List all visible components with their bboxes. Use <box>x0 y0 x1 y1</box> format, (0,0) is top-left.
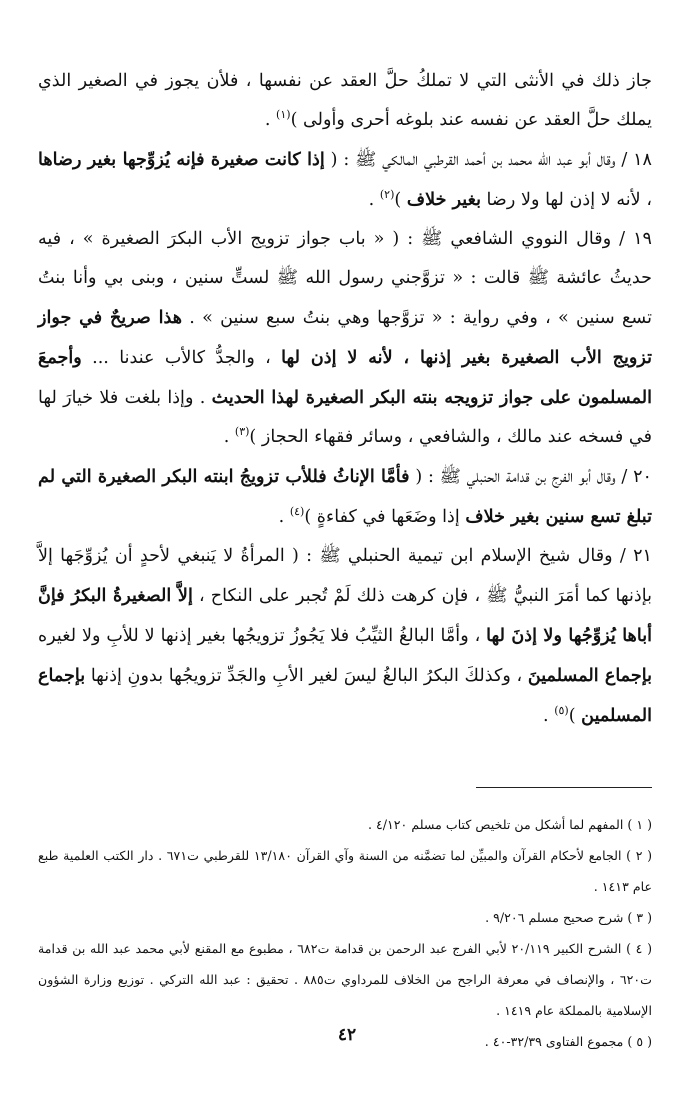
text-segment: ، وأمَّا البالغُ الثيِّبُ فلا يَجُوزُ تزويجُها بغير إذنها لا للأبِ ولا لغيره <box>38 626 487 646</box>
footnotes <box>38 809 652 1057</box>
text-segment: ٢١ / وقال شيخ الإسلام ابن تيمية الحنبلي ﷺ : ( المرأةُ لا يَنبغي لأحدٍ أن يُزوِّجَها إلاَّ بإذنها كما أمَرَ النبيُّ ﷺ ، فإن كرهت ذلك لَمْ تُجبر على النكاح ، <box>38 546 652 606</box>
bold-text: بإجماع المسلمين <box>38 665 652 726</box>
bold-text: إذا كانت صغيرة فإنه يُزوِّجها بغير رضاها <box>38 149 325 170</box>
bold-text: هذا صريحٌ في جواز تزويج الأب الصغيرة بغير إذنها ، لأنه لا إذن لها <box>38 307 652 368</box>
text-segment: ٢٠ / وقال أبو الفرج بن قدامة الحنبلي ﷺ : ( <box>409 467 652 487</box>
text-segment: . <box>223 427 235 447</box>
bold-text: بإجماع المسلمينَ <box>527 665 652 686</box>
paragraph <box>38 457 652 537</box>
text-segment: ) <box>394 190 407 210</box>
bold-text: بغير خلاف <box>406 189 481 210</box>
text-segment: ، وكذلكَ البكرُ البالغُ ليسَ لغير الأبِ والجَدِّ تزويجُها بدونِ إذنها <box>85 666 528 686</box>
footnote-marker: (٥) <box>554 704 569 718</box>
page-number: ٤٢ <box>337 1025 357 1045</box>
footnote: ( ٤ ) الشرح الكبير ٢٠/١١٩ لأبي الفرج عبد الرحمن بن قدامة ت٦٨٢ ، مطبوع مع المقنع لأبي محمد عبد الله بن قدامة ت٦٢٠ ، والإنصاف في معرفة الراجح من الخلاف للمرداوي ت٨٨٥ . تحقيق : عبد الله التركي . توزيع وزارة الشؤون الإسلامية بالمملكة عام ١٤١٩ . <box>38 941 653 1018</box>
paragraph <box>38 220 652 457</box>
footnote: ( ٣ ) شرح صحيح مسلم ٩/٢٠٦ . <box>485 910 652 925</box>
text-segment: ، والجدُّ كالأب عندنا ... <box>81 348 282 368</box>
bold-text: إلاَّ الصغيرةُ البكرُ فإنَّ أباها يُزوِّجُها ولا إذنَ لها <box>38 585 652 646</box>
text-segment: ) <box>568 706 582 726</box>
text-segment: ١٨ / وقال أبو عبد الله محمد بن أحمد القرطبي المالكي ﷺ : ( <box>324 150 652 170</box>
footnote: ( ٢ ) الجامع لأحكام القرآن والمبيِّن لما تضمَّنه من السنة وآي القرآن ١٣/١٨٠ للقرطبي ت٦٧١ . دار الكتب العلمية طبع عام ١٤١٣ . <box>38 848 653 894</box>
text-segment: إذا وضَعَها في كفاءةٍ ) <box>304 507 466 527</box>
footnote-marker: (٤) <box>289 505 305 519</box>
text-segment: . <box>543 706 555 726</box>
bold-text: وأجمعَ المسلمون على جواز تزويجه بنته البكر الصغيرة لهذا الحديث <box>38 347 652 408</box>
text-segment: . وإذا بلغت فلا خيارَ لها في فسخه عند مالك ، والشافعي ، وسائر فقهاء الحجاز ) <box>38 388 652 447</box>
bold-text: فأمَّا الإناثُ فللأب تزويجُ ابنته البكر الصغيرة التي لم تبلغ تسع سنين بغير خلاف <box>38 466 652 527</box>
paragraph <box>38 537 652 736</box>
text-segment: . <box>368 190 380 210</box>
paragraph <box>38 62 652 140</box>
text-segment: جاز ذلك في الأنثى التي لا تملكُ حلَّ العقد عن نفسها ، فلأن يجوز في الصغير الذي يملك حلَّ العقد عن نفسه عند بلوغه أحرى وأولى ) <box>38 71 652 130</box>
paragraph <box>38 140 652 220</box>
text-segment: . <box>264 110 277 130</box>
footnote-marker: (٣) <box>234 425 250 439</box>
footnote-marker: (١) <box>276 108 291 122</box>
footnote-divider <box>476 787 652 788</box>
text-segment: . <box>278 507 290 527</box>
footnote: ( ٥ ) مجموع الفتاوى ٣٢/٣٩-٤٠ . <box>484 1034 652 1049</box>
text-segment: ، لأنه لا إذن لها ولا رضا <box>480 190 652 210</box>
footnote: ( ١ ) المفهم لما أشكل من تلخيص كتاب مسلم ٤/١٢٠ . <box>367 817 652 832</box>
text-segment: ١٩ / وقال النووي الشافعي ﷺ : ( « باب جواز تزويج الأب البكرَ الصغيرة » ، فيه حديثُ عائشة ﷺ قالت : « تزوَّجني رسول الله ﷺ لستٍّ سنين ، وبنى بي وأنا بنتُ تسع سنين » ، وفي رواية : « تزوَّجها وهي بنتُ سبع سنين » . <box>38 229 652 328</box>
footnote-marker: (٢) <box>379 188 395 202</box>
main-text <box>38 62 652 736</box>
